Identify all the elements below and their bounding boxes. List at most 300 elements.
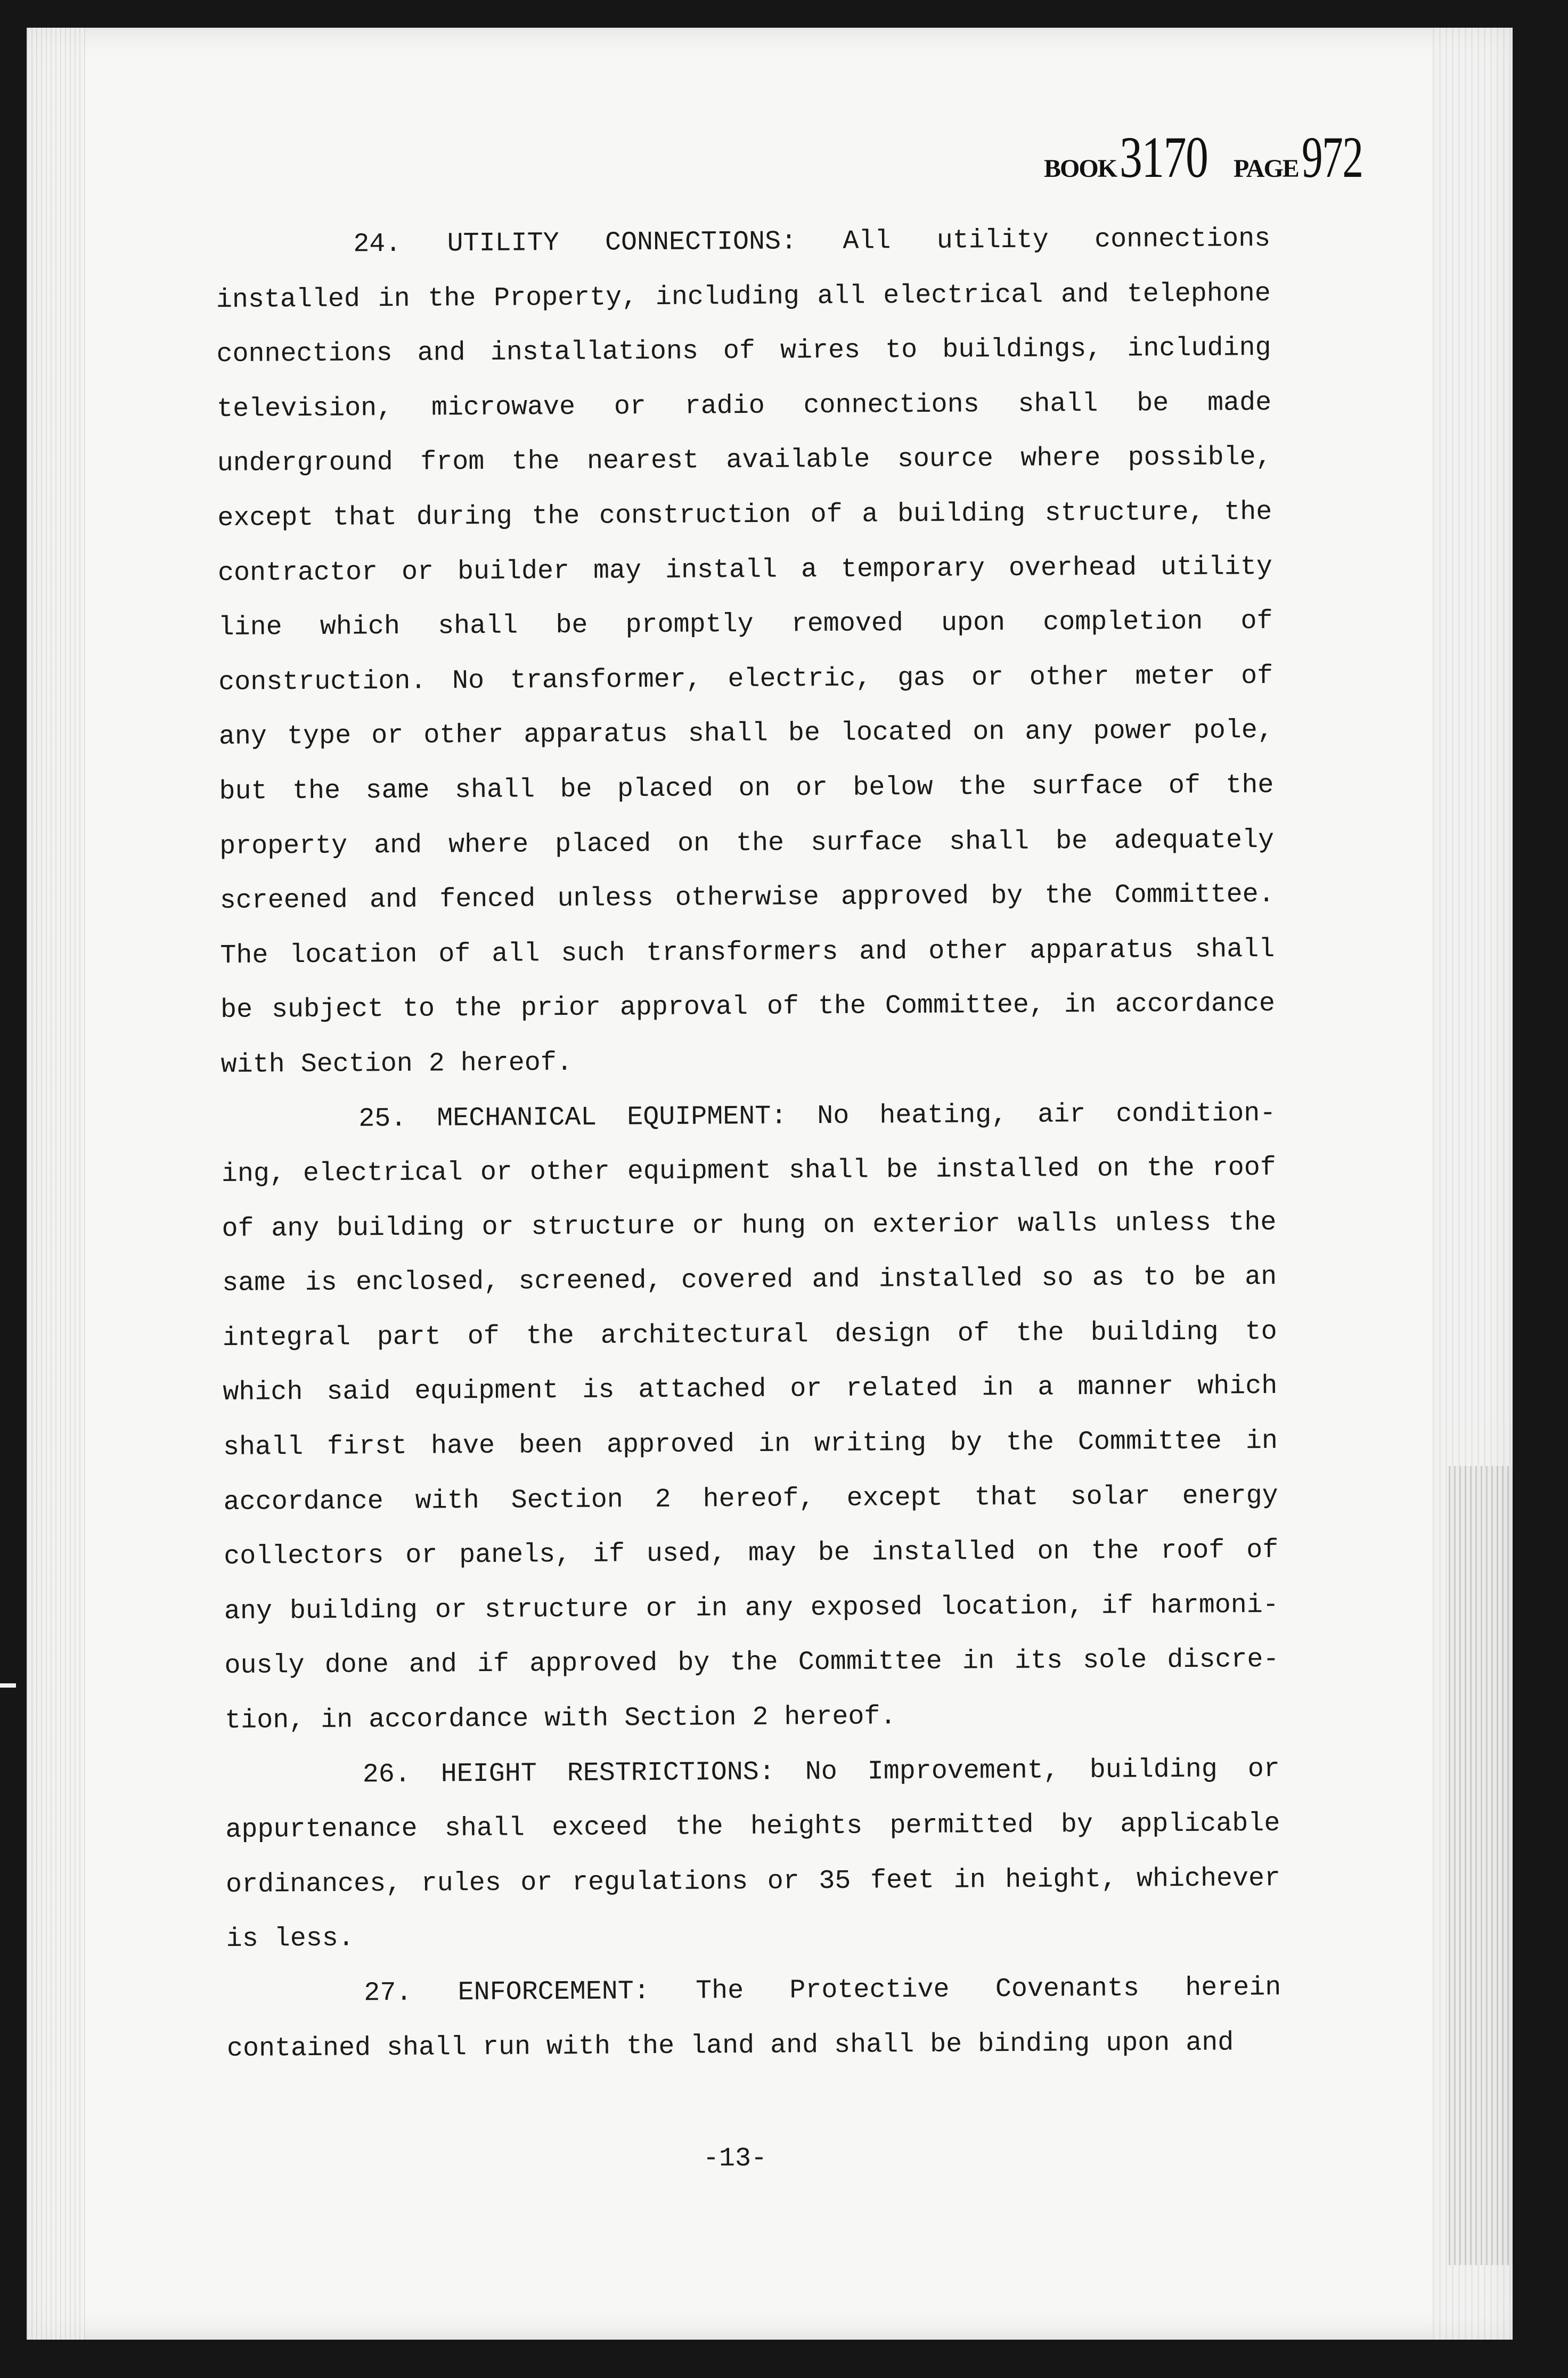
word: the xyxy=(1016,1318,1064,1349)
word: of xyxy=(957,1318,990,1349)
word: 25. xyxy=(358,1103,407,1134)
word: installed xyxy=(878,1264,1023,1295)
word: accordance xyxy=(369,1704,529,1736)
word: on xyxy=(823,1210,855,1241)
word: utility xyxy=(1160,551,1273,583)
word: the xyxy=(730,1648,778,1679)
word: shall xyxy=(834,2029,914,2061)
word: or xyxy=(435,1595,468,1626)
word: as xyxy=(1092,1263,1125,1294)
word: meter xyxy=(1135,661,1215,693)
word: connections xyxy=(1095,223,1271,255)
word: air xyxy=(1038,1099,1086,1130)
word: electrical xyxy=(883,280,1043,311)
word: in xyxy=(953,1865,986,1896)
word: prior xyxy=(520,992,601,1024)
paragraph-25 xyxy=(221,1086,1279,1748)
word: or xyxy=(405,1540,438,1571)
word: hereof. xyxy=(784,1701,896,1733)
word: the xyxy=(453,993,502,1024)
word: hereof. xyxy=(460,1047,573,1079)
word: and xyxy=(1060,279,1109,310)
word: approved xyxy=(840,881,969,913)
word: adequately xyxy=(1114,825,1275,857)
word: construction xyxy=(599,500,791,532)
word: that xyxy=(332,502,397,533)
word: or xyxy=(692,1210,725,1242)
word: ENFORCEMENT: xyxy=(458,1976,650,2008)
page-number: 972 xyxy=(1301,125,1363,190)
book-number: 3170 xyxy=(1120,125,1208,190)
word: 2 xyxy=(428,1048,445,1079)
word: if xyxy=(592,1539,625,1570)
word: the xyxy=(532,501,580,532)
word: of xyxy=(766,991,799,1023)
word: MECHANICAL xyxy=(437,1102,597,1134)
word: structure xyxy=(531,1211,675,1243)
word: and xyxy=(369,884,418,916)
word: collectors xyxy=(224,1541,384,1573)
word: covered xyxy=(681,1265,794,1296)
word: solar xyxy=(1070,1481,1150,1512)
word: RESTRICTIONS: xyxy=(567,1757,775,1789)
word: Committee, xyxy=(885,990,1046,1022)
word: in xyxy=(378,283,410,314)
word: to xyxy=(1143,1263,1175,1293)
word: or xyxy=(614,391,647,422)
word: or xyxy=(520,1868,553,1899)
word: be xyxy=(556,610,588,641)
word: exterior xyxy=(872,1209,1001,1241)
page-label: PAGE xyxy=(1234,154,1298,183)
word: be xyxy=(1137,388,1169,419)
book-page-stamp xyxy=(1044,124,1386,191)
word: apparatus xyxy=(1030,934,1174,966)
word: any xyxy=(745,1593,794,1624)
word: which xyxy=(320,612,401,642)
word: of xyxy=(1241,661,1273,692)
word: surface xyxy=(1031,771,1144,802)
word: be xyxy=(788,718,821,749)
word: any xyxy=(271,1213,320,1244)
word: Covenants xyxy=(995,1973,1140,2005)
word: run xyxy=(482,2032,531,2063)
word: placed xyxy=(617,773,714,805)
text-line xyxy=(226,1906,1281,1967)
word: approved xyxy=(606,1429,735,1461)
word: heating, xyxy=(879,1100,1008,1131)
word: may xyxy=(593,555,642,587)
word: of xyxy=(723,336,756,367)
paragraph-26 xyxy=(225,1742,1281,1967)
word: the xyxy=(526,1321,574,1352)
text-line xyxy=(227,2015,1282,2076)
text-line xyxy=(216,212,1271,273)
word: installations xyxy=(490,336,699,369)
word: building xyxy=(289,1595,418,1627)
word: Property, xyxy=(493,282,638,314)
word: any xyxy=(1025,716,1073,748)
word: have xyxy=(430,1430,495,1462)
word: such xyxy=(561,938,625,969)
word: shall xyxy=(386,2032,467,2063)
word: with xyxy=(220,1049,285,1080)
word: or xyxy=(401,557,434,588)
word: herein xyxy=(1185,1972,1281,2004)
word: on xyxy=(973,717,1005,748)
word: the xyxy=(1146,1153,1195,1184)
word: electric, xyxy=(728,663,872,695)
word: buildings, xyxy=(942,334,1102,365)
word: the xyxy=(626,2031,675,2062)
word: installed xyxy=(935,1154,1080,1185)
word: CONNECTIONS: xyxy=(605,226,797,258)
word: The xyxy=(220,940,268,971)
word: hung xyxy=(741,1210,806,1241)
word: or xyxy=(767,1866,799,1897)
text-line xyxy=(220,868,1275,929)
word: shall xyxy=(788,1155,869,1186)
word: building xyxy=(336,1212,465,1244)
word: 35 xyxy=(819,1866,851,1896)
word: structure xyxy=(484,1594,629,1625)
text-line xyxy=(226,1961,1281,2022)
word: of xyxy=(438,939,471,970)
paragraph-27 xyxy=(226,1961,1281,2076)
word: Improvement, xyxy=(867,1755,1060,1787)
word: transformers xyxy=(646,936,838,968)
word: tion, xyxy=(225,1705,305,1736)
word: Protective xyxy=(789,1974,950,2006)
word: 2 xyxy=(752,1702,769,1733)
word: the xyxy=(1228,1207,1277,1239)
word: height, xyxy=(1005,1864,1117,1895)
word: Section xyxy=(624,1703,737,1734)
word: which xyxy=(223,1377,303,1408)
word: construction. xyxy=(218,666,427,698)
text-line xyxy=(218,540,1273,601)
text-line xyxy=(223,1305,1278,1366)
word: said xyxy=(326,1377,391,1408)
word: structure, xyxy=(1044,497,1205,529)
text-line xyxy=(223,1469,1278,1530)
word: condition- xyxy=(1116,1098,1276,1130)
word: builder xyxy=(457,556,570,587)
word: shall xyxy=(454,775,535,806)
text-line xyxy=(221,1086,1276,1147)
word: ing, xyxy=(221,1159,286,1190)
word: except xyxy=(217,502,314,534)
word: be xyxy=(1194,1262,1226,1293)
word: screened xyxy=(219,885,348,917)
word: but xyxy=(219,776,267,807)
word: from xyxy=(420,447,485,478)
word: be xyxy=(930,2029,962,2060)
word: on xyxy=(738,773,771,804)
word: be xyxy=(818,1538,850,1569)
word: underground xyxy=(217,447,394,479)
word: part xyxy=(377,1322,442,1353)
word: located xyxy=(840,717,953,749)
word: applicable xyxy=(1120,1809,1280,1840)
word: apparatus xyxy=(524,719,668,751)
text-line xyxy=(217,430,1272,492)
word: same xyxy=(222,1268,287,1299)
word: of xyxy=(467,1321,500,1353)
word: the xyxy=(1226,770,1274,801)
word: walls xyxy=(1017,1208,1098,1240)
word: fenced xyxy=(439,884,536,915)
paragraph-24 xyxy=(216,212,1276,1093)
word: a xyxy=(862,499,878,530)
word: of xyxy=(222,1214,254,1244)
word: building xyxy=(1090,1317,1219,1348)
word: equipment xyxy=(627,1155,772,1187)
word: feet xyxy=(870,1865,935,1896)
word: 24. xyxy=(353,229,402,260)
text-line xyxy=(222,1141,1277,1202)
book-label: BOOK xyxy=(1044,154,1117,183)
word: the xyxy=(818,991,867,1022)
word: upon xyxy=(1106,2027,1170,2059)
word: in xyxy=(1245,1426,1278,1457)
word: or xyxy=(371,721,404,752)
text-line xyxy=(220,1032,1276,1093)
word: All xyxy=(843,226,891,257)
word: roof xyxy=(1212,1152,1276,1184)
text-line xyxy=(226,1852,1281,1913)
word: in xyxy=(758,1429,791,1460)
word: the xyxy=(736,828,785,859)
word: regulations xyxy=(571,1866,748,1898)
word: by xyxy=(991,881,1023,912)
text-line xyxy=(218,594,1273,656)
word: during xyxy=(416,501,512,533)
text-line xyxy=(220,923,1275,984)
word: the xyxy=(1091,1536,1139,1567)
text-line xyxy=(218,649,1273,711)
word: upon xyxy=(941,608,1006,639)
word: in xyxy=(962,1646,995,1677)
word: less. xyxy=(274,1923,354,1954)
word: unless xyxy=(557,883,654,915)
word: design xyxy=(835,1318,931,1350)
word: Section xyxy=(511,1485,623,1516)
text-line xyxy=(216,321,1271,382)
word: nearest xyxy=(586,445,699,477)
word: Committee xyxy=(1077,1426,1222,1458)
word: property xyxy=(219,830,348,862)
word: to xyxy=(885,335,918,366)
word: HEIGHT xyxy=(440,1758,537,1790)
word: or xyxy=(480,1157,513,1188)
word: be xyxy=(560,774,592,805)
word: may xyxy=(748,1538,797,1569)
document-body xyxy=(216,212,1281,2076)
text-line xyxy=(225,1688,1280,1749)
word: contained xyxy=(226,2032,371,2064)
word: and xyxy=(812,1264,860,1296)
word: possible, xyxy=(1128,442,1272,474)
word: 2 xyxy=(655,1484,671,1515)
word: exceed xyxy=(552,1812,648,1844)
word: any xyxy=(224,1596,273,1627)
word: placed xyxy=(554,828,651,860)
page-footer-number: -13- xyxy=(703,2144,767,2174)
word: and xyxy=(770,2030,819,2061)
word: of xyxy=(810,499,843,531)
word: telephone xyxy=(1126,278,1271,310)
word: so xyxy=(1041,1263,1074,1294)
word: Section xyxy=(300,1048,413,1080)
word: the xyxy=(428,283,476,314)
word: the xyxy=(292,776,341,807)
word: is xyxy=(305,1267,337,1299)
word: available xyxy=(726,444,870,476)
word: ordinances, xyxy=(225,1868,402,1900)
word: which xyxy=(1197,1371,1278,1403)
word: connections xyxy=(803,389,979,421)
word: utility xyxy=(936,225,1049,256)
word: television, xyxy=(217,393,393,425)
word: unless xyxy=(1115,1208,1211,1239)
word: heights xyxy=(750,1811,863,1843)
word: used, xyxy=(646,1538,727,1570)
word: subject xyxy=(271,994,384,1025)
word: shall xyxy=(949,826,1030,858)
scan-edge-mark xyxy=(0,1683,16,1688)
word: first xyxy=(326,1431,407,1462)
word: wires xyxy=(780,335,861,367)
word: and xyxy=(409,1649,458,1681)
word: the xyxy=(958,771,1007,803)
word: related xyxy=(846,1373,958,1405)
word: of xyxy=(1246,1535,1279,1566)
word: the xyxy=(1006,1427,1055,1459)
word: with xyxy=(546,2031,611,2062)
word: and xyxy=(1186,2027,1234,2058)
word: electrical xyxy=(303,1158,463,1190)
word: promptly xyxy=(625,609,754,641)
word: enclosed, xyxy=(355,1267,500,1298)
word: or xyxy=(795,772,828,804)
word: except xyxy=(846,1483,943,1514)
word: manner xyxy=(1077,1372,1174,1403)
word: if xyxy=(477,1649,510,1680)
word: a xyxy=(801,554,818,585)
word: and xyxy=(374,830,422,861)
word: be xyxy=(1055,826,1088,857)
word: architectural xyxy=(600,1320,808,1351)
word: source xyxy=(897,444,994,475)
word: line xyxy=(218,612,282,644)
word: overhead xyxy=(1008,552,1137,584)
word: by xyxy=(950,1428,983,1459)
word: by xyxy=(1060,1810,1093,1840)
word: below xyxy=(853,772,933,803)
word: integral xyxy=(222,1322,351,1354)
word: approved xyxy=(529,1648,658,1680)
word: pole, xyxy=(1193,715,1273,747)
word: other xyxy=(423,720,504,751)
word: is xyxy=(582,1375,615,1406)
word: Committee. xyxy=(1114,879,1275,911)
text-line xyxy=(224,1578,1279,1640)
word: to xyxy=(402,993,435,1025)
word: harmoni- xyxy=(1150,1590,1279,1622)
word: The xyxy=(695,1976,744,2007)
text-line xyxy=(217,376,1272,437)
word: be xyxy=(220,995,253,1026)
word: by xyxy=(677,1648,710,1679)
word: installed xyxy=(216,283,361,315)
word: the xyxy=(675,1812,723,1843)
word: other xyxy=(928,935,1009,967)
word: or xyxy=(646,1593,679,1624)
word: radio xyxy=(684,390,765,422)
word: rules xyxy=(421,1868,501,1899)
word: the xyxy=(1224,496,1272,528)
word: an xyxy=(1244,1262,1277,1293)
word: in xyxy=(695,1593,728,1624)
word: if xyxy=(1101,1591,1133,1622)
word: and xyxy=(859,936,908,967)
word: No xyxy=(452,665,485,697)
word: on xyxy=(1037,1536,1069,1567)
word: or xyxy=(971,662,1004,694)
word: accordance xyxy=(1115,989,1276,1021)
word: other xyxy=(1029,662,1109,693)
word: appurtenance xyxy=(225,1813,418,1846)
word: completion xyxy=(1043,606,1203,638)
text-line xyxy=(224,1524,1279,1585)
word: land xyxy=(690,2030,755,2062)
text-line xyxy=(223,1359,1278,1421)
word: temporary xyxy=(840,553,985,585)
scan-binding-edge-right xyxy=(1433,28,1513,2340)
word: 27. xyxy=(364,1977,412,2009)
word: including xyxy=(655,281,800,313)
word: ously xyxy=(224,1650,305,1682)
text-line xyxy=(219,813,1275,874)
word: its xyxy=(1014,1646,1063,1677)
text-line xyxy=(223,1414,1278,1476)
word: of xyxy=(1240,606,1273,637)
word: No xyxy=(805,1756,838,1787)
word: is xyxy=(226,1924,258,1955)
word: connections xyxy=(216,338,393,370)
word: approval xyxy=(619,992,748,1023)
word: binding xyxy=(978,2028,1090,2059)
word: contractor xyxy=(217,557,378,589)
text-line xyxy=(219,759,1274,820)
text-line xyxy=(224,1633,1279,1694)
word: energy xyxy=(1182,1480,1278,1512)
word: permitted xyxy=(889,1810,1034,1842)
word: roof xyxy=(1161,1535,1225,1567)
word: type xyxy=(287,721,352,752)
text-line xyxy=(222,1250,1277,1312)
word: where xyxy=(1020,443,1101,475)
word: the xyxy=(1044,881,1093,911)
word: building xyxy=(1089,1754,1218,1786)
word: transformer, xyxy=(510,664,703,696)
word: removed xyxy=(791,608,904,640)
word: install xyxy=(665,555,778,586)
word: Committee xyxy=(798,1647,942,1678)
word: on xyxy=(677,828,710,859)
word: exposed xyxy=(810,1592,923,1624)
